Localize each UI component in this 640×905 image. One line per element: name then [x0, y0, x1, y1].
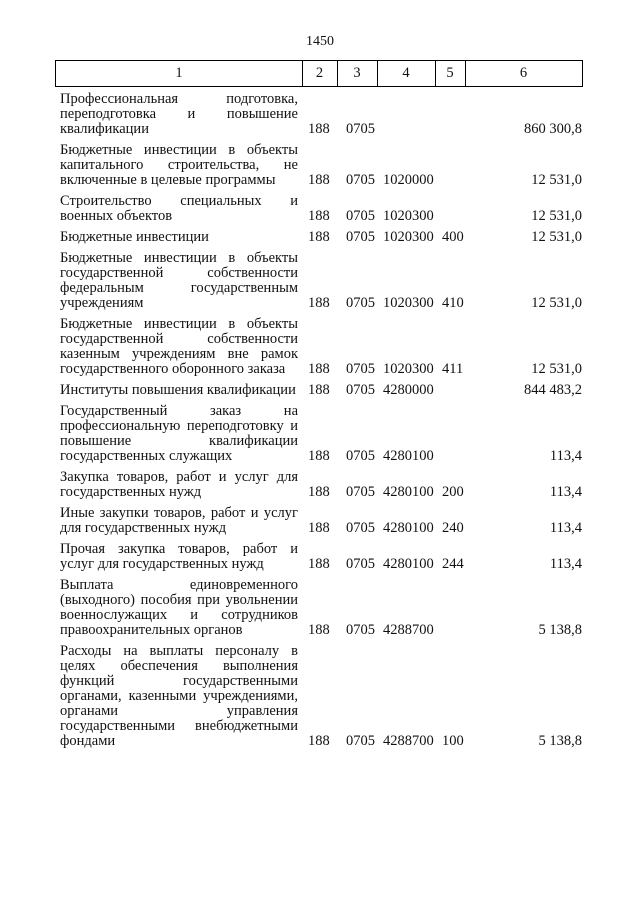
table-row	[60, 578, 586, 638]
row-expense-type: 240	[442, 520, 464, 536]
row-name: Строительство специальных и военных объектов	[60, 193, 298, 224]
table-row	[60, 317, 586, 377]
row-name: Бюджетные инвестиции в объекты государственной собственности федеральным государственным учреждениям	[60, 250, 298, 311]
table-row	[60, 251, 586, 311]
row-name: Бюджетные инвестиции в объекты капитального строительства, не включенные в целевые программы	[60, 142, 298, 188]
table-row	[60, 506, 586, 536]
table-header	[55, 60, 583, 87]
row-amount: 12 531,0	[531, 361, 582, 377]
row-section-code: 0705	[346, 229, 375, 245]
row-amount: 113,4	[549, 556, 582, 572]
row-name: Выплата единовременного (выходного) пособия при увольнении военнослужащих и сотрудников правоохранительных органов	[60, 577, 298, 638]
header-col-3: 3	[337, 61, 378, 86]
row-name: Прочая закупка товаров, работ и услуг для государственных нужд	[60, 541, 298, 572]
table-row	[60, 92, 586, 137]
row-amount: 113,4	[549, 520, 582, 536]
header-col-2: 2	[302, 61, 338, 86]
row-section-code: 0705	[346, 484, 375, 500]
row-section-code: 0705	[346, 172, 375, 188]
row-target-code: 1020300	[383, 229, 434, 245]
row-ministry-code: 188	[308, 295, 330, 311]
row-amount: 113,4	[549, 484, 582, 500]
row-section-code: 0705	[346, 448, 375, 464]
row-name: Иные закупки товаров, работ и услуг для государственных нужд	[60, 505, 298, 536]
row-ministry-code: 188	[308, 520, 330, 536]
row-ministry-code: 188	[308, 556, 330, 572]
row-ministry-code: 188	[308, 361, 330, 377]
table-row	[60, 230, 586, 245]
row-amount: 860 300,8	[524, 121, 582, 137]
row-name: Государственный заказ на профессиональную переподготовку и повышение квалификации государственных служащих	[60, 403, 298, 464]
row-amount: 5 138,8	[538, 733, 582, 749]
header-col-1: 1	[56, 61, 303, 86]
row-section-code: 0705	[346, 361, 375, 377]
table-row	[60, 194, 586, 224]
row-name: Закупка товаров, работ и услуг для государственных нужд	[60, 469, 298, 500]
row-section-code: 0705	[346, 121, 375, 137]
row-section-code: 0705	[346, 382, 375, 398]
row-ministry-code: 188	[308, 733, 330, 749]
row-ministry-code: 188	[308, 172, 330, 188]
table-row	[60, 470, 586, 500]
row-expense-type: 100	[442, 733, 464, 749]
table-row	[60, 644, 586, 749]
row-amount: 12 531,0	[531, 208, 582, 224]
row-ministry-code: 188	[308, 121, 330, 137]
row-ministry-code: 188	[308, 622, 330, 638]
row-section-code: 0705	[346, 208, 375, 224]
row-ministry-code: 188	[308, 229, 330, 245]
row-target-code: 1020300	[383, 295, 434, 311]
row-target-code: 4280100	[383, 556, 434, 572]
row-target-code: 4280100	[383, 448, 434, 464]
header-col-4: 4	[377, 61, 436, 86]
page-number: 1450	[306, 34, 334, 49]
row-expense-type: 400	[442, 229, 464, 245]
row-target-code: 1020000	[383, 172, 434, 188]
row-section-code: 0705	[346, 733, 375, 749]
table-row	[60, 404, 586, 464]
row-target-code: 1020300	[383, 208, 434, 224]
row-amount: 12 531,0	[531, 172, 582, 188]
row-amount: 12 531,0	[531, 295, 582, 311]
row-target-code: 4288700	[383, 622, 434, 638]
row-section-code: 0705	[346, 622, 375, 638]
row-amount: 5 138,8	[538, 622, 582, 638]
row-target-code: 4280100	[383, 520, 434, 536]
row-target-code: 4280000	[383, 382, 434, 398]
row-target-code: 1020300	[383, 361, 434, 377]
row-section-code: 0705	[346, 295, 375, 311]
row-ministry-code: 188	[308, 484, 330, 500]
row-ministry-code: 188	[308, 448, 330, 464]
row-target-code: 4280100	[383, 484, 434, 500]
row-section-code: 0705	[346, 556, 375, 572]
table-row	[60, 542, 586, 572]
row-section-code: 0705	[346, 520, 375, 536]
row-expense-type: 410	[442, 295, 464, 311]
row-expense-type: 411	[442, 361, 464, 377]
row-name: Профессиональная подготовка, переподготовка и повышение квалификации	[60, 91, 298, 137]
row-amount: 113,4	[549, 448, 582, 464]
table-row	[60, 383, 586, 398]
row-amount: 844 483,2	[524, 382, 582, 398]
budget-table-body	[60, 92, 586, 755]
header-col-5: 5	[435, 61, 466, 86]
row-target-code: 4288700	[383, 733, 434, 749]
row-expense-type: 200	[442, 484, 464, 500]
header-col-6: 6	[519, 65, 528, 81]
row-expense-type: 244	[442, 556, 464, 572]
row-name: Бюджетные инвестиции	[60, 229, 209, 245]
row-amount: 12 531,0	[531, 229, 582, 245]
table-row	[60, 143, 586, 188]
row-name: Расходы на выплаты персоналу в целях обеспечения выполнения функций государственными органами, казенными учреждениями, органами управления государственными внебюджетными фондами	[60, 643, 298, 749]
row-name: Бюджетные инвестиции в объекты государственной собственности казенным учреждениям вне рамок государственного оборонного заказа	[60, 316, 298, 377]
row-ministry-code: 188	[308, 382, 330, 398]
row-name: Институты повышения квалификации	[60, 382, 296, 398]
row-ministry-code: 188	[308, 208, 330, 224]
